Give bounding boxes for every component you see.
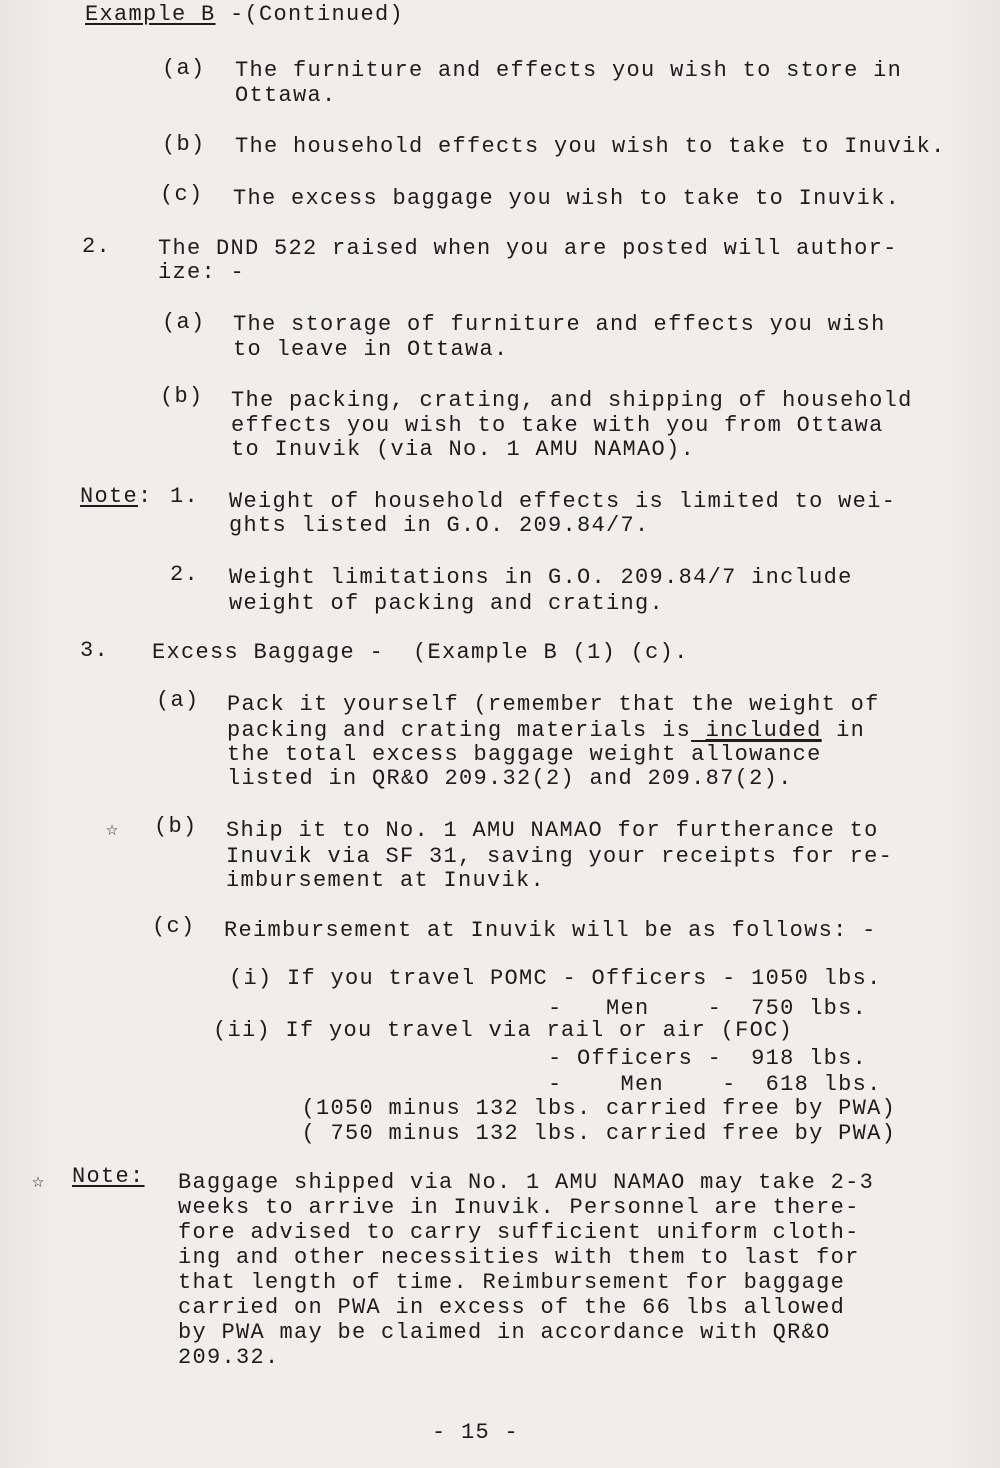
item-text-line: Pack it yourself (remember that the weight of (227, 692, 880, 717)
item-label: (b) (162, 132, 206, 157)
item-text-line (227, 718, 865, 743)
note-text-line: by PWA may be claimed in accordance with QR&O (178, 1320, 831, 1345)
section-number: 3. (80, 638, 110, 663)
section-text-line: ize: - (158, 260, 246, 285)
item-text-line: The furniture and effects you wish to store in (235, 58, 903, 83)
item-text-line: Ship it to No. 1 AMU NAMAO for furtherance to (226, 818, 879, 843)
item-text-line: to Inuvik (via No. 1 AMU NAMAO). (231, 437, 696, 462)
item-text-line (227, 742, 822, 767)
item-label: (a) (156, 688, 200, 713)
item-label: (a) (162, 310, 206, 335)
text-segment: packing and crating materials is (227, 718, 706, 743)
item-text-line: The storage of furniture and effects you wish (233, 312, 886, 337)
heading-suffix: -(Continued) (215, 2, 405, 27)
section-number: 2. (82, 234, 112, 259)
note-text-line: weeks to arrive in Inuvik. Personnel are there- (178, 1195, 860, 1220)
note-text-line: ghts listed in G.O. 209.84/7. (229, 513, 650, 538)
note-text-line: ing and other necessities with them to last for (178, 1245, 860, 1270)
note-text-line: weight of packing and crating. (229, 591, 665, 616)
reimbursement-line: - Officers - 918 lbs. (229, 1046, 868, 1071)
item-label: (b) (154, 814, 198, 839)
reimbursement-line: (i) If you travel POMC - Officers - 1050 lbs. (229, 966, 882, 991)
reimbursement-line: - Men - 618 lbs. (229, 1072, 882, 1097)
item-text-line: imbursement at Inuvik. (226, 868, 546, 893)
reimbursement-line: (1050 minus 132 lbs. carried free by PWA) (229, 1096, 897, 1121)
section-text-line: The DND 522 raised when you are posted will author- (158, 236, 898, 261)
note-text-line: carried on PWA in excess of the 66 lbs allowed (178, 1295, 846, 1320)
note-text-line: 209.32. (178, 1345, 280, 1370)
item-text-line: effects you wish to take with you from Ottawa (231, 413, 884, 438)
reimbursement-line: ( 750 minus 132 lbs. carried free by PWA) (229, 1121, 897, 1146)
note-label: Note: (72, 1164, 145, 1189)
note-text-line: Weight limitations in G.O. 209.84/7 include (229, 565, 853, 590)
page-heading (85, 2, 404, 27)
item-text-line: Inuvik via SF 31, saving your receipts for re- (226, 844, 894, 869)
item-text-line: The packing, crating, and shipping of household (231, 388, 913, 413)
item-label: (b) (160, 384, 204, 409)
overlined-word: allowance (691, 742, 822, 767)
item-text-line: to leave in Ottawa. (233, 337, 509, 362)
note-label-colon: : (138, 484, 153, 509)
item-label: (a) (162, 56, 206, 81)
heading-title: Example B (85, 2, 216, 27)
note-item-number: 2. (170, 562, 200, 587)
note-label (80, 484, 153, 509)
note-item-number: 1. (170, 484, 200, 509)
note-text-line: Weight of household effects is limited to wei- (229, 489, 897, 514)
underlined-word: included (705, 718, 822, 743)
item-text-line: The excess baggage you wish to take to Inuvik. (233, 186, 901, 211)
item-text-line: The household effects you wish to take to Inuvik. (235, 134, 946, 159)
star-marker-icon: ☆ (32, 1171, 45, 1194)
section-title: Excess Baggage - (Example B (1) (c). (152, 640, 689, 665)
text-segment: the total excess baggage weight (227, 742, 692, 767)
page-number: - 15 - (432, 1420, 520, 1445)
note-label-text: Note (80, 484, 139, 509)
item-text-line: Ottawa. (235, 83, 337, 108)
item-text-line: Reimbursement at Inuvik will be as follows: - (224, 918, 877, 943)
note-text-line: fore advised to carry sufficient uniform cloth- (178, 1220, 860, 1245)
note-text-line: Baggage shipped via No. 1 AMU NAMAO may take 2-3 (178, 1170, 875, 1195)
reimbursement-line: (ii) If you travel via rail or air (FOC) (213, 1018, 794, 1043)
note-text-line: that length of time. Reimbursement for baggage (178, 1270, 846, 1295)
text-segment: in (821, 718, 866, 743)
star-marker-icon: ☆ (106, 819, 119, 842)
reimbursement-line: - Men - 750 lbs. (229, 996, 868, 1021)
item-label: (c) (152, 914, 196, 939)
item-text-line: listed in QR&O 209.32(2) and 209.87(2). (227, 766, 793, 791)
item-label: (c) (160, 182, 204, 207)
